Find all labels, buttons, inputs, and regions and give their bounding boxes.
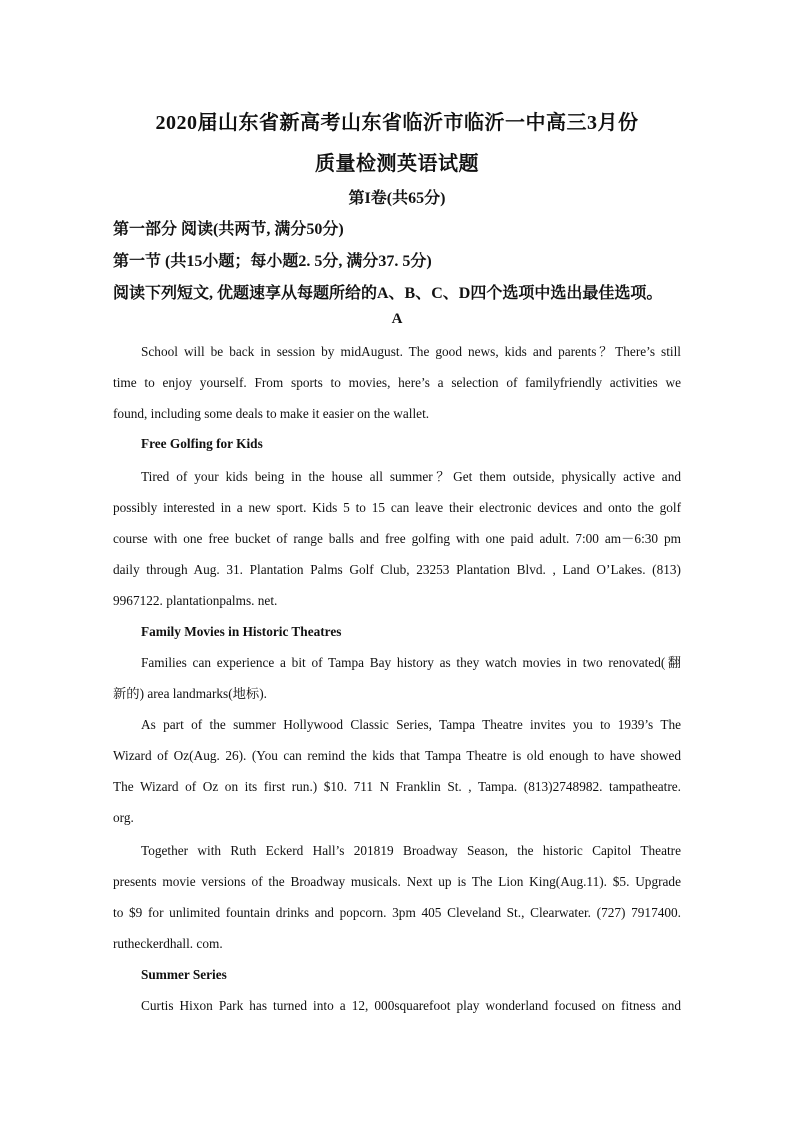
intro-line: found, including some deals to make it easier on the wallet. (113, 406, 430, 421)
passage-letter: A (391, 311, 403, 327)
volume-heading: 第I卷(共65分) (348, 190, 446, 207)
movies-line: rutheckerdhall. com. (113, 936, 223, 951)
instruction-text: 阅读下列短文, 优题速享从每题所给的A、B、C、D四个选项中选出最佳选项。 (113, 285, 663, 302)
section-heading: 第一节 (共15小题；每小题2. 5分, 满分37. 5分) (113, 253, 432, 270)
intro-line: School will be back in session by midAugust. The good news, kids and parents？There’s still (141, 344, 681, 359)
movies-line: to $9 for unlimited fountain drinks and popcorn. 3pm 405 Cleveland St., Clearwater. (727) 7917400. (113, 905, 681, 920)
movies-line: Wizard of Oz(Aug. 26). (You can remind the kids that Tampa Theatre is old enough to have showed (113, 748, 681, 763)
golf-paragraph (113, 461, 681, 616)
movies-line: org. (113, 810, 134, 825)
intro-paragraph (113, 336, 681, 429)
movies-paragraph-1 (113, 647, 681, 709)
exam-title-line2: 质量检测英语试题 (315, 153, 479, 175)
movies-line: Families can experience a bit of Tampa Bay history as they watch movies in two renovated(翻 (141, 655, 681, 670)
summer-line: Curtis Hixon Park has turned into a 12, 000squarefoot play wonderland focused on fitness and (141, 998, 681, 1013)
movies-line: presents movie versions of the Broadway musicals. Next up is The Lion King(Aug.11). $5. Upgrade (113, 874, 681, 889)
movies-line: Together with Ruth Eckerd Hall’s 201819 Broadway Season, the historic Capitol Theatre (141, 843, 681, 858)
intro-line: time to enjoy yourself. From sports to movies, here’s a selection of familyfriendly activities we (113, 375, 681, 390)
movies-paragraph-2 (113, 709, 681, 833)
golf-line: daily through Aug. 31. Plantation Palms Golf Club, 23253 Plantation Blvd. , Land O’Lakes. (813) (113, 562, 681, 577)
movies-paragraph-3 (113, 835, 681, 959)
movies-line: 新的) area landmarks(地标). (113, 686, 267, 701)
exam-title-line1: 2020届山东省新高考山东省临沂市临沂一中高三3月份 (155, 112, 639, 134)
golf-line: 9967122. plantationpalms. net. (113, 593, 278, 608)
movies-heading: Family Movies in Historic Theatres (141, 624, 342, 639)
golf-line: possibly interested in a new sport. Kids 5 to 15 can leave their electronic devices and onto the golf (113, 500, 681, 515)
movies-line: As part of the summer Hollywood Classic Series, Tampa Theatre invites you to 1939’s The (141, 717, 681, 732)
golf-heading: Free Golfing for Kids (141, 436, 263, 451)
summer-heading: Summer Series (141, 967, 227, 982)
summer-paragraph (113, 990, 681, 1021)
golf-line: Tired of your kids being in the house all summer？Get them outside, physically active and (141, 469, 681, 484)
golf-line: course with one free bucket of range balls and free golfing with one paid adult. 7:00 am－6:30 pm (113, 531, 681, 546)
movies-line: The Wizard of Oz on its first run.) $10. 711 N Franklin St. , Tampa. (813)2748982. tampatheatre. (113, 779, 681, 794)
part-heading: 第一部分 阅读(共两节, 满分50分) (113, 221, 344, 238)
